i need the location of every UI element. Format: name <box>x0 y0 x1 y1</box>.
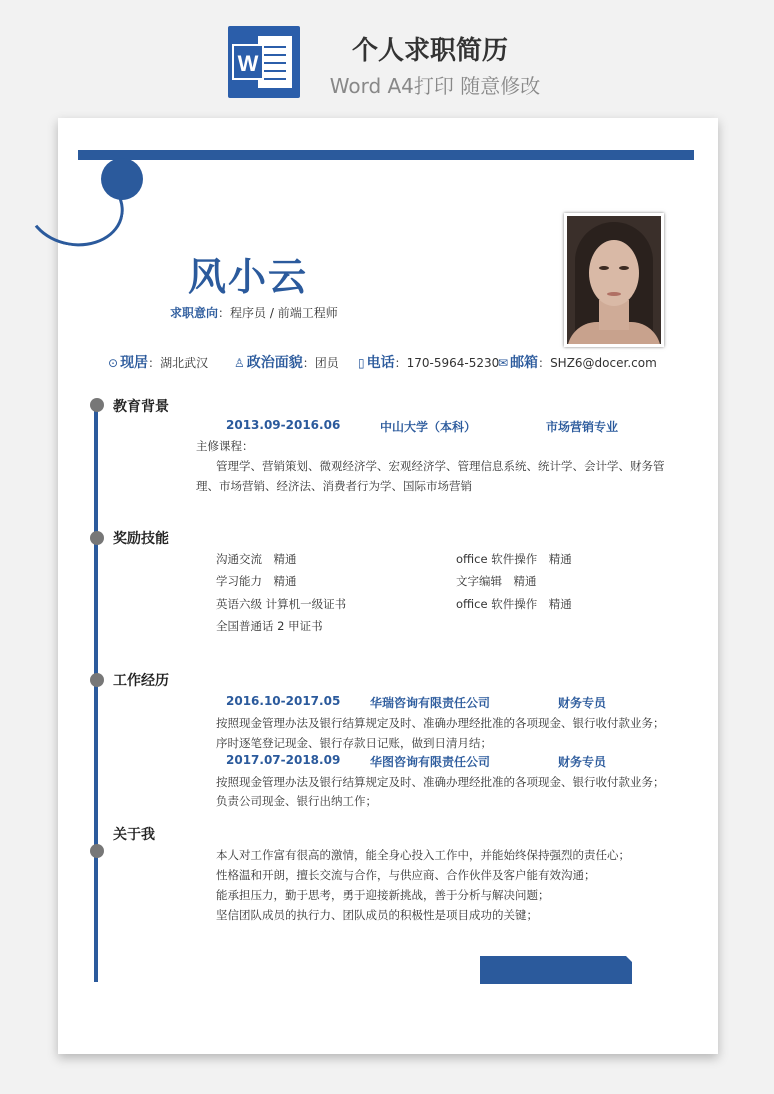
location-icon: ⊙ <box>108 356 119 370</box>
profile-photo <box>564 213 664 347</box>
about-line: 坚信团队成员的执行力、团队成员的积极性是项目成功的关键； <box>216 908 538 922</box>
section-title-work: 工作经历 <box>113 673 169 689</box>
job-position: 财务专员 <box>558 755 607 769</box>
skill-item: 沟通交流 精通 <box>216 552 297 566</box>
education-major: 市场营销专业 <box>546 420 619 434</box>
job-detail: 序时逐笔登记现金、银行存款日记账，做到日清月结； <box>216 736 492 750</box>
contact-phone <box>358 352 499 372</box>
skill-item: 学习能力 精通 <box>216 574 297 588</box>
education-school: 中山大学（本科） <box>380 420 477 434</box>
job-period: 2016.10-2017.05 <box>226 694 341 708</box>
courses-line-2: 理、市场营销、经济法、消费者行为学、国际市场营销 <box>196 479 472 493</box>
email-label: 邮箱 <box>510 355 539 371</box>
skill-item: office 软件操作 精通 <box>456 552 572 566</box>
top-accent-bar <box>78 150 694 160</box>
section-dot <box>90 673 104 687</box>
job-detail: 按照现金管理办法及银行结算规定及时、准确办理经批准的各项现金、银行收付款业务； <box>216 775 665 789</box>
email-value: ：SHZ6@docer.com <box>538 356 657 370</box>
location-label: 现居 <box>120 355 149 371</box>
section-dot <box>90 531 104 545</box>
about-line: 性格温和开朗，擅长交流与合作，与供应商、合作伙伴及客户能有效沟通； <box>216 868 596 882</box>
politics-label: 政治面貌 <box>246 355 303 371</box>
phone-label: 电话 <box>366 355 395 371</box>
banner-subtitle: Word A4打印 随意修改 <box>329 74 541 98</box>
timeline-line <box>94 400 98 982</box>
banner-title: 个人求职简历 <box>351 36 508 66</box>
section-title-skills: 奖励技能 <box>113 531 169 547</box>
contact-email <box>498 352 657 372</box>
job-period: 2017.07-2018.09 <box>226 753 341 767</box>
job-intent-label: 求职意向 <box>170 306 219 320</box>
job-detail: 按照现金管理办法及银行结算规定及时、准确办理经批准的各项现金、银行收付款业务； <box>216 716 665 730</box>
bottom-accent-bar <box>480 956 632 984</box>
candidate-name: 风小云 <box>188 255 309 299</box>
contact-location <box>108 352 208 372</box>
person-icon: ♙ <box>234 356 245 370</box>
skill-item: office 软件操作 精通 <box>456 597 572 611</box>
skill-item: 文字编辑 精通 <box>456 574 537 588</box>
job-company: 华图咨询有限责任公司 <box>370 755 491 769</box>
section-title-about: 关于我 <box>113 827 155 843</box>
politics-value: ：团员 <box>302 356 339 370</box>
section-dot <box>90 844 104 858</box>
banner <box>0 0 774 110</box>
job-intent <box>170 304 338 321</box>
about-line: 本人对工作富有很高的激情，能全身心投入工作中，并能始终保持强烈的责任心； <box>216 848 630 862</box>
skill-item: 全国普通话 2 甲证书 <box>216 619 323 633</box>
contact-politics <box>234 352 339 372</box>
education-period: 2013.09-2016.06 <box>226 418 341 432</box>
about-line: 能承担压力，勤于思考，勇于迎接新挑战，善于分析与解决问题； <box>216 888 550 902</box>
courses-label: 主修课程： <box>196 439 254 453</box>
decorative-circle <box>101 158 143 200</box>
job-company: 华瑞咨询有限责任公司 <box>370 696 491 710</box>
job-position: 财务专员 <box>558 696 607 710</box>
courses-line-1: 管理学、营销策划、微观经济学、宏观经济学、管理信息系统、统计学、会计学、财务管 <box>216 459 665 473</box>
mail-icon: ✉ <box>498 356 509 370</box>
section-dot <box>90 398 104 412</box>
job-detail: 负责公司现金、银行出纳工作； <box>216 794 377 808</box>
skill-item: 英语六级 计算机一级证书 <box>216 597 347 611</box>
location-value: ：湖北武汉 <box>148 356 209 370</box>
job-intent-value: ：程序员 / 前端工程师 <box>218 306 338 320</box>
phone-icon: ▯ <box>358 356 365 370</box>
phone-value: ：170-5964-5230 <box>394 356 500 370</box>
section-title-education: 教育背景 <box>113 399 169 415</box>
word-letter: W <box>232 44 264 80</box>
word-icon <box>228 26 300 98</box>
resume-page <box>58 118 718 1054</box>
